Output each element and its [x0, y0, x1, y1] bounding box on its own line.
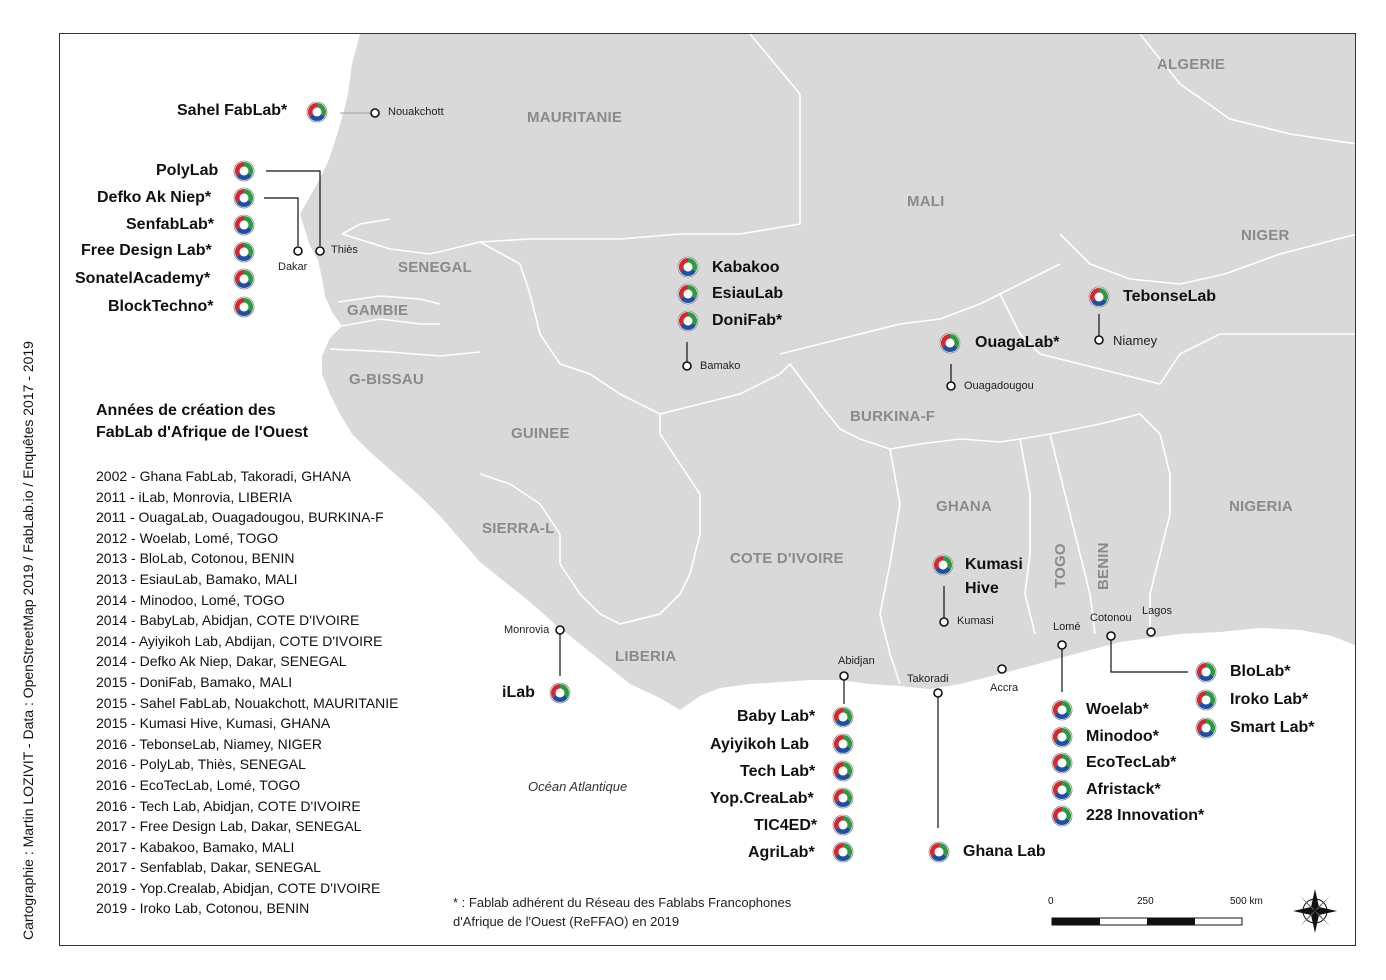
scale-label-250: 250 — [1137, 896, 1154, 907]
fablab-logo-icon — [832, 787, 854, 809]
fablab-sahel: Sahel FabLab* — [177, 102, 288, 119]
fablab-logo-icon — [1195, 717, 1217, 739]
city-dot-bamako — [683, 362, 691, 370]
fablab-logo-icon — [233, 160, 255, 182]
legend-item: 2013 - BloLab, Cotonou, BENIN — [96, 550, 295, 567]
country-label-coteivoire: COTE D'IVOIRE — [730, 550, 844, 567]
legend-item: 2015 - DoniFab, Bamako, MALI — [96, 673, 293, 690]
fablab-logo-icon — [832, 733, 854, 755]
city-dot-takoradi — [934, 689, 942, 697]
ocean-label: Océan Atlantique — [528, 779, 628, 794]
legend-item: 2017 - Kabakoo, Bamako, MALI — [96, 838, 295, 855]
city-label-takoradi: Takoradi — [907, 673, 949, 685]
fablab-ouaga: OuagaLab* — [975, 334, 1060, 351]
country-label-gbissau: G-BISSAU — [349, 371, 424, 388]
legend-item: 2014 - BabyLab, Abidjan, COTE D'IVOIRE — [96, 612, 360, 629]
country-label-burkina: BURKINA-F — [850, 408, 936, 425]
fablab-logo-icon — [1088, 286, 1110, 308]
country-label-ghana: GHANA — [936, 498, 992, 515]
footnote — [453, 893, 791, 931]
legend-item: 2011 - iLab, Monrovia, LIBERIA — [96, 488, 292, 505]
city-label-abidjan: Abidjan — [838, 655, 875, 667]
fablab-ghanalab: Ghana Lab — [963, 843, 1046, 860]
city-label-lome: Lomé — [1053, 621, 1081, 633]
fablab-logo-icon — [939, 332, 961, 354]
fablab-ayiyikoh: Ayiyikoh Lab — [710, 736, 809, 753]
fablab-iroko: Iroko Lab* — [1230, 691, 1309, 708]
fablab-afristack: Afristack* — [1086, 781, 1161, 798]
city-label-lagos: Lagos — [1142, 605, 1172, 617]
fablab-smartlab: Smart Lab* — [1230, 719, 1315, 736]
legend-item: 2019 - Iroko Lab, Cotonou, BENIN — [96, 900, 310, 917]
fablab-polylab: PolyLab — [156, 162, 219, 179]
legend-item: 2012 - Woelab, Lomé, TOGO — [96, 529, 279, 546]
city-label-bamako: Bamako — [700, 360, 741, 372]
fablab-tebonse: TebonseLab — [1123, 288, 1217, 305]
fablab-blolab: BloLab* — [1230, 663, 1291, 680]
fablab-sonatel: SonatelAcademy* — [75, 270, 211, 287]
city-dot-dakar — [294, 247, 302, 255]
legend-item: 2016 - Tech Lab, Abidjan, COTE D'IVOIRE — [96, 797, 361, 814]
fablab-logo-icon — [832, 760, 854, 782]
legend-title-line1: Années de création des — [96, 402, 276, 419]
fablab-minodoo: Minodoo* — [1086, 728, 1159, 745]
scale-label-0: 0 — [1048, 896, 1054, 907]
city-dot-cotonou — [1107, 632, 1115, 640]
country-label-senegal: SENEGAL — [398, 259, 472, 276]
fablab-logo-icon — [832, 841, 854, 863]
fablab-tic4ed: TIC4ED* — [754, 817, 818, 834]
legend-item: 2019 - Yop.Crealab, Abidjan, COTE D'IVOIRE — [96, 879, 381, 896]
country-label-niger: NIGER — [1241, 227, 1290, 244]
fablab-logo-icon — [1051, 699, 1073, 721]
fablab-logo-icon — [832, 814, 854, 836]
fablab-logo-icon — [832, 706, 854, 728]
city-dot-niamey — [1095, 336, 1103, 344]
city-dot-nouakchott — [371, 109, 379, 117]
country-label-nigeria: NIGERIA — [1229, 498, 1293, 515]
fablab-logo-icon — [1051, 752, 1073, 774]
fablab-kumasi-line1: Kumasi — [965, 556, 1023, 573]
city-dot-lagos — [1147, 628, 1155, 636]
country-label-benin: BENIN — [1095, 542, 1112, 590]
fablab-blocktechno: BlockTechno* — [108, 298, 214, 315]
legend-item: 2016 - PolyLab, Thiès, SENEGAL — [96, 756, 306, 773]
fablab-logo-icon — [1051, 805, 1073, 827]
footnote-line1: * : Fablab adhérent du Réseau des Fablabs Francophones — [453, 895, 792, 910]
fablab-ilab: iLab — [502, 684, 535, 701]
legend-item: 2014 - Ayiyikoh Lab, Abdijan, COTE D'IVOIRE — [96, 632, 383, 649]
legend-item: 2011 - OuagaLab, Ouagadougou, BURKINA-F — [96, 509, 384, 526]
fablab-kumasi-line2: Hive — [965, 580, 999, 597]
legend-title — [96, 400, 308, 444]
fablab-logo-icon — [233, 241, 255, 263]
city-label-cotonou: Cotonou — [1090, 612, 1132, 624]
city-label-kumasi: Kumasi — [957, 615, 994, 627]
fablab-logo-icon — [1051, 779, 1073, 801]
compass-rose-icon — [1292, 888, 1338, 934]
city-label-nouakchott: Nouakchott — [388, 106, 444, 118]
country-label-mauritanie: MAURITANIE — [527, 109, 623, 126]
fablab-logo-icon — [677, 310, 699, 332]
fablab-donifab: DoniFab* — [712, 312, 783, 329]
legend-item: 2014 - Defko Ak Niep, Dakar, SENEGAL — [96, 653, 347, 670]
fablab-innovation228: 228 Innovation* — [1086, 807, 1205, 824]
country-label-liberia: LIBERIA — [615, 648, 677, 665]
city-label-dakar: Dakar — [278, 261, 308, 273]
legend-item: 2015 - Sahel FabLab, Nouakchott, MAURITANIE — [96, 694, 399, 711]
legend-list — [96, 466, 398, 919]
legend-item: 2017 - Senfablab, Dakar, SENEGAL — [96, 859, 321, 876]
legend-item: 2017 - Free Design Lab, Dakar, SENEGAL — [96, 818, 362, 835]
fablab-esiau: EsiauLab — [712, 285, 784, 302]
city-dot-accra — [998, 665, 1006, 673]
fablab-logo-icon — [306, 101, 328, 123]
fablab-woelab: Woelab* — [1086, 701, 1149, 718]
footnote-line2: d'Afrique de l'Ouest (ReFFAO) en 2019 — [453, 914, 680, 929]
fablab-logo-icon — [233, 214, 255, 236]
country-label-algerie: ALGERIE — [1157, 56, 1226, 73]
city-label-ouagadougou: Ouagadougou — [964, 380, 1034, 392]
fablab-logo-icon — [549, 682, 571, 704]
fablab-techlab: Tech Lab* — [740, 763, 816, 780]
city-label-niamey: Niamey — [1113, 333, 1158, 348]
fablab-ecotec: EcoTecLab* — [1086, 754, 1177, 771]
city-label-monrovia: Monrovia — [504, 624, 550, 636]
country-label-gambie: GAMBIE — [347, 302, 409, 319]
city-dot-abidjan — [840, 672, 848, 680]
legend-item: 2016 - EcoTecLab, Lomé, TOGO — [96, 776, 301, 793]
fablab-logo-icon — [1195, 689, 1217, 711]
fablab-agrilab: AgriLab* — [748, 844, 815, 861]
country-label-mali: MALI — [907, 193, 945, 210]
city-label-thies: Thiès — [331, 244, 358, 256]
fablab-logo-icon — [932, 554, 954, 576]
fablab-yopcrea: Yop.CreaLab* — [710, 790, 814, 807]
fablab-logo-icon — [677, 283, 699, 305]
city-label-accra: Accra — [990, 682, 1019, 694]
credit-text: Cartographie : Martin LOZIVIT - Data : OpenStreetMap 2019 / FabLab.io / Enquêtes 2017 - 2019 — [20, 341, 36, 940]
scale-label-500: 500 km — [1230, 896, 1263, 907]
fablab-freedesign: Free Design Lab* — [81, 242, 212, 259]
fablab-logo-icon — [1051, 726, 1073, 748]
legend-item: 2002 - Ghana FabLab, Takoradi, GHANA — [96, 468, 352, 484]
fablab-logo-icon — [233, 268, 255, 290]
legend-title-line2: FabLab d'Afrique de l'Ouest — [96, 424, 309, 441]
legend-item: 2015 - Kumasi Hive, Kumasi, GHANA — [96, 715, 331, 732]
scale-bar — [1050, 912, 1250, 932]
fablab-babylab: Baby Lab* — [737, 708, 816, 725]
country-label-guinee: GUINEE — [511, 425, 570, 442]
legend-item: 2014 - Minodoo, Lomé, TOGO — [96, 591, 285, 608]
fablab-logo-icon — [677, 256, 699, 278]
fablab-defko: Defko Ak Niep* — [97, 189, 212, 206]
city-dot-monrovia — [556, 626, 564, 634]
city-dot-ouagadougou — [947, 382, 955, 390]
country-label-togo: TOGO — [1052, 543, 1069, 588]
fablab-logo-icon — [233, 296, 255, 318]
legend-item: 2016 - TebonseLab, Niamey, NIGER — [96, 735, 322, 752]
city-dot-lome — [1058, 641, 1066, 649]
country-label-sierra: SIERRA-L — [482, 520, 555, 537]
fablab-logo-icon — [233, 187, 255, 209]
city-dot-thies — [316, 247, 324, 255]
legend-item: 2013 - EsiauLab, Bamako, MALI — [96, 570, 298, 587]
fablab-kabakoo: Kabakoo — [712, 259, 780, 276]
fablab-senfab: SenfabLab* — [126, 216, 215, 233]
fablab-logo-icon — [928, 841, 950, 863]
city-dot-kumasi — [940, 618, 948, 626]
fablab-logo-icon — [1195, 661, 1217, 683]
